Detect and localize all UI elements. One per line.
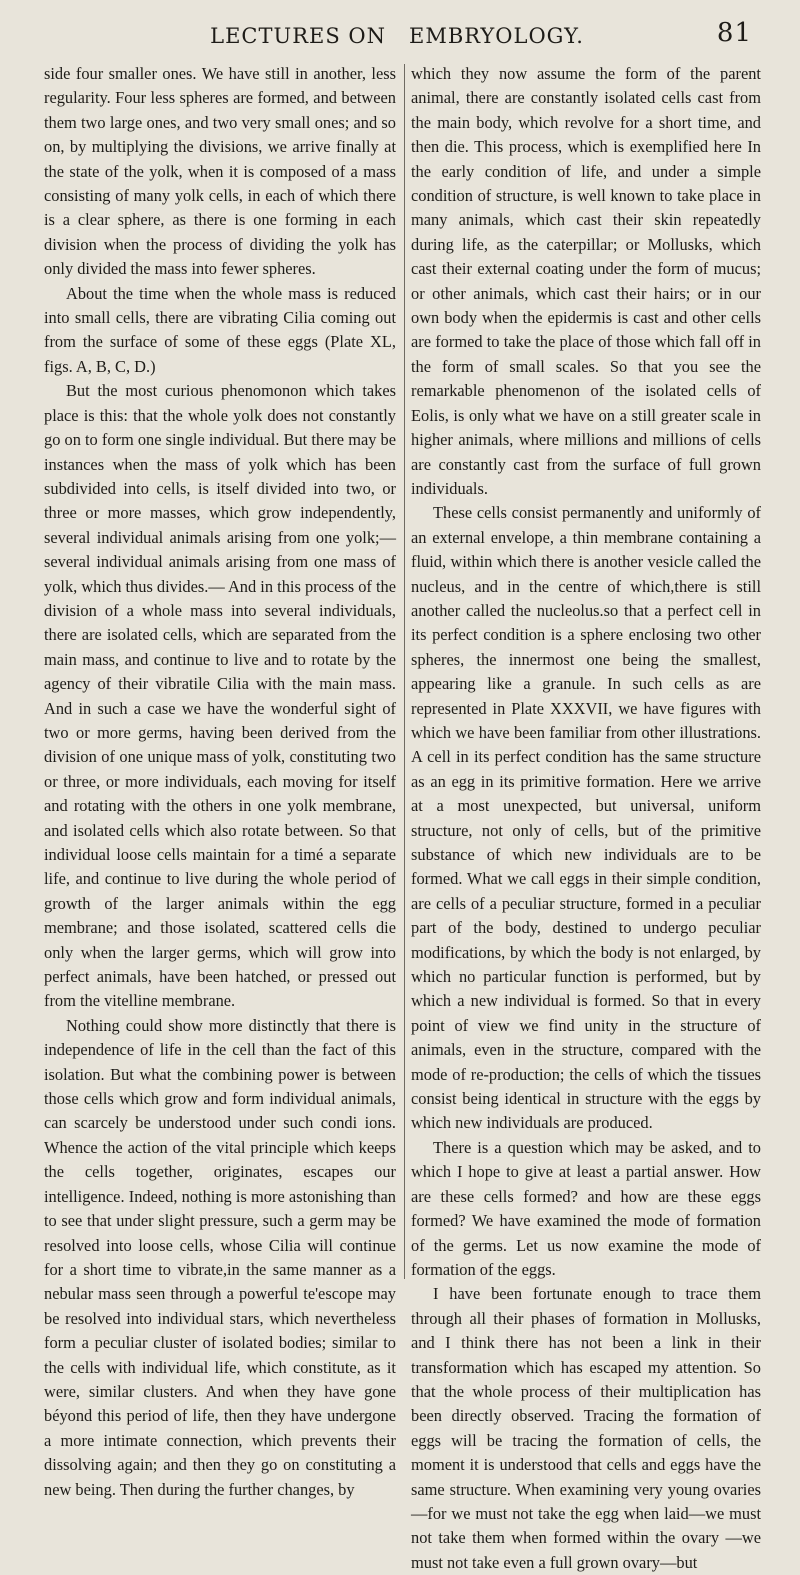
page-number: 81 [716, 18, 752, 48]
paragraph: About the time when the whole mass is reduced into small cells, there are vibrating Cilia coming out from the surface of some of these eggs (Plate XL, figs. A, B, C, D.) [44, 283, 396, 376]
paragraph: There is a question which may be asked, and to which I hope to give at least a partial answer. How are these cells formed? and how are these eggs formed? We have examined the mode of formation of the germs. Let us now examine the mode of formation of the eggs. [411, 1137, 761, 1279]
paragraph: I have been fortunate enough to trace them through all their phases of formation in Mollusks, and I think there has not been a link in their transformation which has escaped my attention. So that the whole process of their multiplication has been directly observed. Tracing the formation of eggs will be tracing the formation of cells, the moment it is understood that cells and eggs have the same structure. When examining very young ovaries—for we must not take the egg when laid—we must not take them when formed within the ovary —we must not take even a full grown ovary—but [411, 1284, 761, 1572]
column-divider [404, 64, 405, 1279]
paragraph: But the most curious phenomonon which takes place is this: that the whole yolk does not constantly go on to form one single individual. But there may be instances when the mass of yolk which has been subdivided into cells, is itself divided into two, or three or more masses, which grow independently, several individual animals arising from one yolk;—several individual animals arising from one mass of yolk, which thus divides.— And in this process of the division of a whole mass into several individuals, there are isolated cells, which are separated from the main mass, and continue to live and to rotate by the agency of their vibratile Cilia with the main mass. And in such a case we have the wonderful sight of two or more germs, having been derived from the division of one unique mass of yolk, constituting two or three, or more individuals, each moving for itself and rotating with the others in one yolk membrane, and isolated cells which also rotate between. So that individual loose cells maintain for a timé a separate life, and continue to live during the whole period of growth of the larger animals within the egg membrane; and those isolated, scattered cells die only when the larger germs, which will grow into perfect animals, have been hatched, or pressed out from the vitelline membrane. [44, 381, 396, 1011]
running-header [0, 6, 800, 60]
header-title-right: EMBRYOLOGY. [409, 24, 584, 48]
header-title-left: LECTURES ON [210, 24, 386, 48]
paragraph: Nothing could show more distinctly that there is independence of life in the cell than the fact of this isolation. But what the combining power is between those cells which grow and form individual animals, can scarcely be understood under such condi ions. Whence the action of the vital principle which keeps the cells together, originates, escapes our intelligence. Indeed, nothing is more astonishing than to see that under slight pressure, such a germ may be resolved into loose cells, whose Cilia will continue for a short time to vibrate,in the same manner as a nebular mass seen through a powerful te'escope may be resolved into individual stars, which nevertheless form a peculiar cluster of isolated bodies; similar to the cells with individual life, which constitute, as it were, similar clusters. And when they have gone béyond this period of life, then they have undergone a more intimate connection, which prevents their dissolving again; and then they go on constituting a new being. Then during the further changes, by [44, 1015, 396, 1499]
right-text-column [411, 62, 761, 1572]
paragraph: which they now assume the form of the parent animal, there are constantly isolated cells cast from the main body, which revolve for a short time, and then die. This process, which is exemplified here In the early condition of life, and under a simple condition of structure, is well known to take place in many animals, which cast their skin repeatedly during life, as the caterpillar; or Mollusks, which cast their external coating under the form of mucus; or other animals, which cast their hairs; or in our own body when the epidermis is cast and other cells are formed to take the place of those which fall off in the form of small scales. So that you see the remarkable phenomenon of the isolated cells of Eolis, is only what we have on a still greater scale in higher animals, where millions and millions of cells are constantly cast from the surface of full grown individuals. [411, 64, 761, 498]
paragraph: These cells consist permanently and uniformly of an external envelope, a thin membrane containing a fluid, within which there is another vesicle called the nucleus, and in the centre of which,there is still another called the nucleolus.so that a perfect cell in its perfect condition is a sphere enclosing two other spheres, the innermost one being the smallest, appearing like a granule. In such cells as are represented in Plate XXXVII, we have figures with which we have been familiar from other illustrations. A cell in its perfect condition has the same structure as an egg in its primitive formation. Here we arrive at a most unexpected, but universal, uniform structure, not only of cells, but of the primitive substance of which new individuals are to be formed. What we call eggs in their simple condition, are cells of a peculiar structure, formed in a peculiar part of the body, destined to undergo peculiar modifications, by which the body is not enlarged, by which no particular function is performed, but by which a new individual is formed. So that in every point of view we find unity in the structure of animals, even in the structure, compared with the mode of re-production; the cells of which the tissues consist being identical in structure with the eggs by which new individuals are produced. [411, 503, 761, 1133]
left-text-column [44, 62, 396, 1499]
paragraph: side four smaller ones. We have still in another, less regularity. Four less spheres are formed, and between them two large ones, and two very small ones; and so on, by multiplying the divisions, we arrive finally at the state of the yolk, when it is composed of a mass consisting of many yolk cells, in each of which there is a clear sphere, as there is one forming in each division when the process of dividing the yolk has only divided the mass into fewer spheres. [44, 64, 396, 279]
